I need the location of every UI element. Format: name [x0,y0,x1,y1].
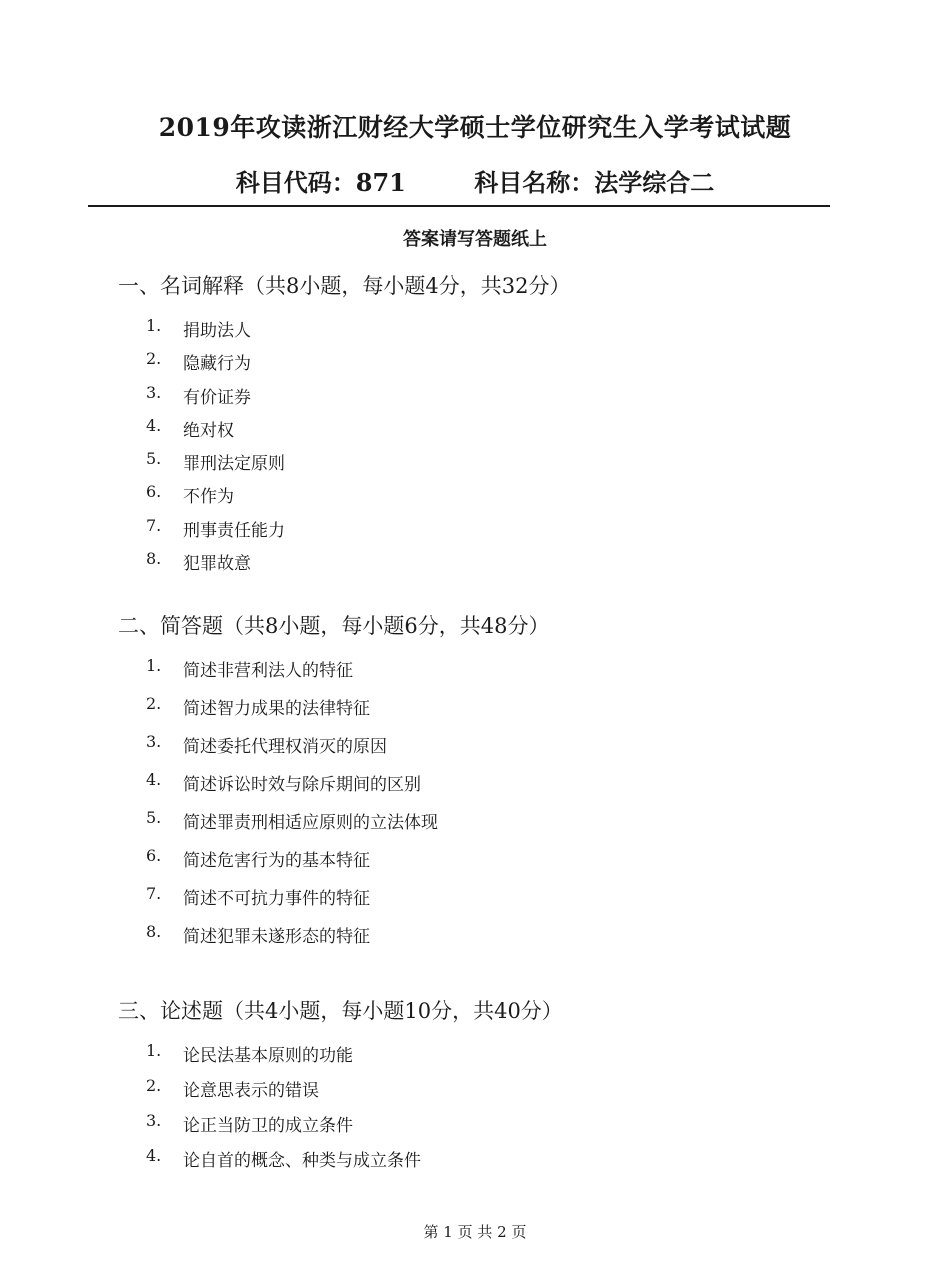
question-item [118,383,570,416]
question-number: 4. [146,1146,162,1165]
page-title: 2019年攻读浙江财经大学硕士学位研究生入学考试试题 [158,113,792,142]
question-list [118,1041,563,1181]
question-item [118,449,570,482]
section-heading: 二、简答题（共8小题，每小题6分，共48分） [118,614,550,638]
question-item [118,770,549,808]
section-essay [118,995,563,1181]
question-item [118,1076,563,1111]
question-number: 7. [146,884,162,903]
question-text: 简述罪责刑相适应原则的立法体现 [183,813,438,833]
section-heading: 一、名词解释（共8小题，每小题4分，共32分） [118,274,571,298]
question-number: 5. [146,808,162,827]
question-number: 4. [146,770,162,789]
question-number: 7. [146,515,162,535]
question-text: 不作为 [183,487,234,508]
section-heading: 三、论述题（共4小题，每小题10分，共40分） [118,999,563,1023]
question-text: 论自首的概念、种类与成立条件 [183,1151,421,1171]
question-text: 隐藏行为 [183,354,251,375]
question-item [118,808,549,846]
question-number: 3. [146,732,162,751]
question-number: 1. [146,1041,162,1060]
question-item [118,1146,563,1181]
question-item [118,694,549,732]
question-text: 捐助法人 [183,321,251,341]
question-list [118,656,549,960]
question-text: 绝对权 [183,420,234,441]
question-number: 1. [146,316,162,335]
question-number: 1. [146,656,162,675]
question-number: 3. [146,382,162,402]
section-term-definitions [118,270,570,582]
question-item [118,416,570,449]
question-item [118,516,570,549]
question-text: 简述诉讼时效与除斥期间的区别 [183,775,421,795]
question-text: 刑事责任能力 [183,520,285,541]
question-item [118,846,549,884]
question-item [118,549,570,582]
question-text: 简述不可抗力事件的特征 [183,889,370,909]
question-text: 论意思表示的错误 [183,1081,319,1101]
header-divider [88,205,830,207]
question-number: 6. [146,482,162,502]
question-text: 简述委托代理权消灭的原因 [183,737,387,757]
question-text: 简述智力成果的法律特征 [183,699,370,719]
question-text: 简述非营利法人的特征 [183,661,353,681]
question-number: 8. [146,549,162,569]
question-text: 论民法基本原则的功能 [183,1046,353,1066]
question-list [118,316,570,582]
question-text: 论正当防卫的成立条件 [183,1116,353,1136]
question-text: 简述犯罪未遂形态的特征 [183,927,370,947]
page-footer: 第 1 页 共 2 页 [423,1223,527,1241]
question-text: 犯罪故意 [183,554,251,575]
subject-name: 科目名称：法学综合二 [474,168,715,197]
subject-line [0,163,950,198]
question-item [118,349,570,382]
question-number: 2. [146,1076,162,1095]
question-item [118,1111,563,1146]
question-item [118,656,549,694]
question-item [118,922,549,960]
question-number: 2. [146,694,162,713]
question-item [118,732,549,770]
question-number: 4. [146,415,162,435]
question-item [118,884,549,922]
question-number: 6. [146,846,162,865]
question-number: 8. [146,922,162,941]
question-text: 简述危害行为的基本特征 [183,851,370,871]
question-item [118,316,570,349]
question-item [118,482,570,515]
question-number: 5. [146,449,162,469]
question-item [118,1041,563,1076]
question-number: 2. [146,349,162,369]
subject-code: 科目代码：871 [235,168,406,197]
section-short-answer [118,610,549,960]
question-text: 罪刑法定原则 [183,454,285,475]
question-number: 3. [146,1111,162,1130]
question-text: 有价证券 [183,387,251,408]
answer-instruction: 答案请写答题纸上 [403,229,547,250]
